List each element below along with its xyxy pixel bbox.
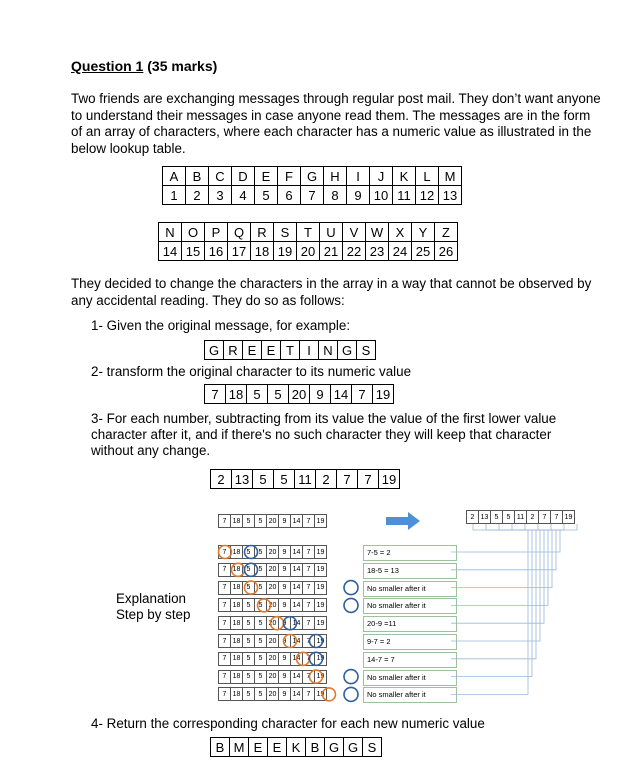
result-value-cell: 7 xyxy=(358,470,379,489)
diagram-value-cell: 14 xyxy=(291,652,303,665)
result-letter-cell: K xyxy=(287,738,306,757)
diagram-value-cell: 18 xyxy=(231,515,243,528)
result-letter-cell: B xyxy=(306,738,325,757)
diagram-value-cell: 18 xyxy=(231,599,243,612)
question-title: Question 1 xyxy=(71,58,144,74)
diagram-value-cell: 20 xyxy=(267,617,279,630)
diagram-value-cell: 7 xyxy=(219,515,231,528)
step-1-number: 1- xyxy=(91,318,103,333)
diagram-value-cell: 20 xyxy=(267,599,279,612)
numeric-value-cell: 14 xyxy=(331,385,352,404)
diagram-value-cell: 19 xyxy=(315,546,327,559)
diagram-value-cell: 14 xyxy=(291,688,303,701)
diagram-value-cell: 5 xyxy=(255,546,267,559)
diagram-value-cell: 5 xyxy=(255,635,267,648)
diagram-value-cell: 14 xyxy=(291,515,303,528)
step-4 xyxy=(91,716,485,732)
lookup-letter-cell: Y xyxy=(412,223,435,242)
diagram-value-cell: 9 xyxy=(279,581,291,594)
lookup-number-cell: 21 xyxy=(320,242,343,261)
connector-line xyxy=(451,524,551,659)
diagram-value-cell: 7 xyxy=(219,617,231,630)
diagram-value-cell: 14 xyxy=(291,563,303,576)
lookup-number-cell: 16 xyxy=(205,242,228,261)
lookup-letter-cell: N xyxy=(159,223,182,242)
numeric-value-cell: 7 xyxy=(205,385,226,404)
numeric-value-cell: 5 xyxy=(268,385,289,404)
result-letter-cell: B xyxy=(211,738,230,757)
connector-line xyxy=(451,524,544,623)
diagram-value-cell: 18 xyxy=(231,563,243,576)
diagram-value-cell: 18 xyxy=(231,635,243,648)
diagram-value-cell: 5 xyxy=(243,546,255,559)
lookup-letter-cell: C xyxy=(209,167,232,186)
diagram-value-cell: 7 xyxy=(303,617,315,630)
lookup-number-cell: 24 xyxy=(389,242,412,261)
diagram-value-cell: 9 xyxy=(279,546,291,559)
result-letter-cell: E xyxy=(268,738,287,757)
orange-highlight-circle xyxy=(323,688,336,701)
diagram-value-cell: 9 xyxy=(279,563,291,576)
blue-highlight-circle xyxy=(344,687,358,701)
lookup-letter-cell: I xyxy=(347,167,370,186)
diagram-value-cell: 5 xyxy=(255,617,267,630)
result-value-cell: 5 xyxy=(274,470,295,489)
diagram-value-cell: 5 xyxy=(243,599,255,612)
diagram-value-cell: 14 xyxy=(291,617,303,630)
connector-line xyxy=(451,524,577,694)
diagram-value-cell: 5 xyxy=(255,515,267,528)
lookup-number-cell: 19 xyxy=(274,242,297,261)
diagram-value-cell: 7 xyxy=(219,599,231,612)
diagram-result-cell: 5 xyxy=(503,511,515,524)
lookup-number-cell: 15 xyxy=(182,242,205,261)
diagram-step-note: 9-7 = 2 xyxy=(363,634,457,650)
diagram-value-cell: 19 xyxy=(315,599,327,612)
blue-highlight-circle xyxy=(310,635,323,648)
diagram-value-cell: 7 xyxy=(303,563,315,576)
lookup-number-cell: 2 xyxy=(186,186,209,205)
diagram-value-cell: 9 xyxy=(279,688,291,701)
lookup-number-cell: 22 xyxy=(343,242,366,261)
connector-line xyxy=(451,524,548,605)
lookup-letter-cell: R xyxy=(251,223,274,242)
diagram-value-cell: 20 xyxy=(267,635,279,648)
result-letter-cell: G xyxy=(325,738,344,757)
diagram-value-cell: 18 xyxy=(231,670,243,683)
diagram-value-cell: 19 xyxy=(315,652,327,665)
lookup-number-cell: 3 xyxy=(209,186,232,205)
message-char-cell: E xyxy=(243,341,262,360)
blue-highlight-circle xyxy=(284,617,297,630)
lookup-number-cell: 1 xyxy=(163,186,186,205)
step-3-number: 3- xyxy=(91,411,103,426)
diagram-value-cell: 9 xyxy=(279,652,291,665)
diagram-value-cell: 19 xyxy=(315,617,327,630)
diagram-step-note: No smaller after it xyxy=(363,687,457,703)
orange-highlight-circle xyxy=(271,617,284,630)
diagram-value-cell: 19 xyxy=(315,635,327,648)
lookup-letter-cell: P xyxy=(205,223,228,242)
lookup-number-cell: 18 xyxy=(251,242,274,261)
lookup-number-cell: 26 xyxy=(435,242,458,261)
lookup-letter-cell: J xyxy=(370,167,393,186)
lookup-number-cell: 12 xyxy=(416,186,439,205)
lookup-letter-cell: F xyxy=(278,167,301,186)
diagram-value-cell: 20 xyxy=(267,652,279,665)
diagram-value-cell: 9 xyxy=(279,515,291,528)
lookup-number-cell: 20 xyxy=(297,242,320,261)
diagram-value-cell: 5 xyxy=(243,617,255,630)
diagram-value-cell: 7 xyxy=(219,546,231,559)
diagram-result-cell: 7 xyxy=(551,511,563,524)
diagram-value-cell: 14 xyxy=(291,599,303,612)
step-4-number: 4- xyxy=(91,716,103,731)
diagram-value-cell: 5 xyxy=(255,688,267,701)
message-char-cell: N xyxy=(319,341,338,360)
diagram-value-cell: 7 xyxy=(219,581,231,594)
diagram-value-cell: 18 xyxy=(231,546,243,559)
orange-highlight-circle xyxy=(297,652,310,665)
diagram-step-note: 7-5 = 2 xyxy=(363,545,457,561)
diagram-value-cell: 18 xyxy=(231,617,243,630)
diagram-value-cell: 7 xyxy=(303,581,315,594)
diagram-value-cell: 20 xyxy=(267,515,279,528)
diagram-result-cell: 19 xyxy=(563,511,575,524)
message-char-cell: T xyxy=(281,341,300,360)
diagram-result-cell: 7 xyxy=(539,511,551,524)
blue-highlight-circle xyxy=(245,563,258,576)
lookup-letter-cell: G xyxy=(301,167,324,186)
lookup-letter-cell: T xyxy=(297,223,320,242)
diagram-value-cell: 14 xyxy=(291,546,303,559)
diagram-step-note: 14-7 = 7 xyxy=(363,652,457,668)
result-letter-cell: M xyxy=(230,738,249,757)
result-value-cell: 13 xyxy=(232,470,253,489)
lookup-letter-cell: M xyxy=(439,167,462,186)
diagram-value-cell: 9 xyxy=(279,635,291,648)
diagram-value-cell: 7 xyxy=(303,546,315,559)
diagram-value-cell: 7 xyxy=(303,635,315,648)
result-letter-cell: S xyxy=(363,738,382,757)
diagram-result-cell: 2 xyxy=(467,511,479,524)
intro-paragraph: Two friends are exchanging messages through regular post mail. They don’t want anyone to understand their messages in case anyone read them. The messages are in the form of an array of characters, where each character has a numeric value as illustrated in the below lookup table. xyxy=(71,91,601,156)
message-char-cell: S xyxy=(357,341,376,360)
diagram-value-cell: 5 xyxy=(243,563,255,576)
result-value-cell: 7 xyxy=(337,470,358,489)
numeric-value-cell: 5 xyxy=(247,385,268,404)
diagram-result-cell: 11 xyxy=(515,511,527,524)
diagram-step-note: 18-5 = 13 xyxy=(363,563,457,579)
method-intro: They decided to change the characters in the array in a way that cannot be observed by any accidental reading. They do so as follows: xyxy=(71,276,592,308)
diagram-value-cell: 20 xyxy=(267,581,279,594)
lookup-number-cell: 14 xyxy=(159,242,182,261)
diagram-value-cell: 5 xyxy=(255,670,267,683)
connector-line xyxy=(451,524,552,588)
orange-highlight-circle xyxy=(284,635,297,648)
diagram-value-cell: 7 xyxy=(219,563,231,576)
diagram-value-cell: 20 xyxy=(267,670,279,683)
lookup-letter-cell: Z xyxy=(435,223,458,242)
diagram-value-cell: 19 xyxy=(315,515,327,528)
step-2-number: 2- xyxy=(91,364,103,379)
diagram-value-cell: 14 xyxy=(291,581,303,594)
lookup-number-cell: 10 xyxy=(370,186,393,205)
lookup-letter-cell: W xyxy=(366,223,389,242)
diagram-value-cell: 7 xyxy=(219,652,231,665)
lookup-number-cell: 4 xyxy=(232,186,255,205)
orange-highlight-circle xyxy=(258,599,271,612)
message-char-cell: I xyxy=(300,341,319,360)
diagram-value-cell: 19 xyxy=(315,563,327,576)
diagram-value-cell: 7 xyxy=(303,599,315,612)
diagram-value-cell: 7 xyxy=(303,670,315,683)
diagram-value-cell: 19 xyxy=(315,688,327,701)
result-value-cell: 2 xyxy=(211,470,232,489)
step-3-text: For each number, subtracting from its value the value of the first lower value character after it, and if there's no such character they will keep that character without any change. xyxy=(91,411,557,458)
message-char-cell: G xyxy=(205,341,224,360)
orange-highlight-circle xyxy=(245,581,258,594)
diagram-result-cell: 2 xyxy=(527,511,539,524)
diagram-value-cell: 5 xyxy=(243,670,255,683)
message-char-cell: G xyxy=(338,341,357,360)
lookup-letter-cell: K xyxy=(393,167,416,186)
step-4-text: Return the corresponding character for each new numeric value xyxy=(106,716,485,731)
orange-highlight-circle xyxy=(310,670,323,683)
diagram-value-cell: 7 xyxy=(303,688,315,701)
diagram-value-cell: 9 xyxy=(279,599,291,612)
diagram-value-cell: 5 xyxy=(255,581,267,594)
diagram-value-cell: 5 xyxy=(243,688,255,701)
blue-highlight-circle xyxy=(344,598,358,612)
diagram-value-cell: 5 xyxy=(243,635,255,648)
diagram-value-cell: 9 xyxy=(279,617,291,630)
diagram-step-note: 20-9 =11 xyxy=(363,616,457,632)
lookup-number-cell: 11 xyxy=(393,186,416,205)
diagram-value-cell: 14 xyxy=(291,635,303,648)
diagram-value-cell: 7 xyxy=(303,652,315,665)
diagram-value-cell: 18 xyxy=(231,688,243,701)
diagram-value-cell: 7 xyxy=(219,688,231,701)
diagram-value-cell: 18 xyxy=(231,652,243,665)
step-1-text: Given the original message, for example: xyxy=(106,318,351,333)
step-2-text: transform the original character to its numeric value xyxy=(106,364,412,379)
diagram-value-cell: 7 xyxy=(303,515,315,528)
lookup-number-cell: 9 xyxy=(347,186,370,205)
diagram-value-cell: 20 xyxy=(267,563,279,576)
connector-line xyxy=(451,524,564,677)
lookup-letter-cell: A xyxy=(163,167,186,186)
message-char-cell: R xyxy=(224,341,243,360)
result-letter-cell: E xyxy=(249,738,268,757)
diagram-value-cell: 7 xyxy=(219,670,231,683)
lookup-letter-cell: L xyxy=(416,167,439,186)
diagram-value-cell: 19 xyxy=(315,670,327,683)
diagram-value-cell: 18 xyxy=(231,581,243,594)
lookup-letter-cell: O xyxy=(182,223,205,242)
lookup-number-cell: 25 xyxy=(412,242,435,261)
diagram-value-cell: 5 xyxy=(255,652,267,665)
diagram-value-cell: 5 xyxy=(255,599,267,612)
numeric-value-cell: 20 xyxy=(289,385,310,404)
lookup-letter-cell: X xyxy=(389,223,412,242)
diagram-value-cell: 5 xyxy=(243,581,255,594)
blue-highlight-circle xyxy=(310,652,323,665)
lookup-number-cell: 13 xyxy=(439,186,462,205)
diagram-value-cell: 20 xyxy=(267,688,279,701)
diagram-step-note: No smaller after it xyxy=(363,598,457,614)
result-letter-array xyxy=(210,737,382,757)
result-letter-cell: G xyxy=(344,738,363,757)
diagram-result-cell: 5 xyxy=(491,511,503,524)
diagram-value-cell: 14 xyxy=(291,670,303,683)
diagram-value-cell: 7 xyxy=(219,635,231,648)
diagram-step-note: No smaller after it xyxy=(363,581,457,597)
lookup-number-cell: 17 xyxy=(228,242,251,261)
numeric-value-cell: 19 xyxy=(373,385,394,404)
result-value-cell: 2 xyxy=(316,470,337,489)
lookup-letter-cell: S xyxy=(274,223,297,242)
diagram-value-cell: 9 xyxy=(279,670,291,683)
lookup-letter-cell: B xyxy=(186,167,209,186)
lookup-letter-cell: D xyxy=(232,167,255,186)
diagram-value-cell: 5 xyxy=(255,563,267,576)
result-value-cell: 11 xyxy=(295,470,316,489)
lookup-number-cell: 6 xyxy=(278,186,301,205)
blue-highlight-circle xyxy=(344,581,358,595)
numeric-value-cell: 18 xyxy=(226,385,247,404)
result-value-cell: 19 xyxy=(379,470,400,489)
lookup-letter-cell: E xyxy=(255,167,278,186)
orange-highlight-circle xyxy=(232,563,245,576)
numeric-value-cell: 9 xyxy=(310,385,331,404)
diagram-value-cell: 19 xyxy=(315,581,327,594)
lookup-letter-cell: Q xyxy=(228,223,251,242)
lookup-letter-cell: H xyxy=(324,167,347,186)
blue-highlight-circle xyxy=(245,546,258,559)
diagram-step-note: No smaller after it xyxy=(363,670,457,686)
diagram-value-cell: 5 xyxy=(243,515,255,528)
orange-highlight-circle xyxy=(219,546,232,559)
lookup-letter-cell: U xyxy=(320,223,343,242)
lookup-number-cell: 5 xyxy=(255,186,278,205)
question-marks: (35 marks) xyxy=(147,58,218,74)
diagram-result-cell: 13 xyxy=(479,511,491,524)
diagram-value-cell: 20 xyxy=(267,546,279,559)
explanation-label-line2: Step by step xyxy=(116,607,191,622)
blue-highlight-circle xyxy=(344,670,358,684)
lookup-number-cell: 23 xyxy=(366,242,389,261)
result-value-cell: 5 xyxy=(253,470,274,489)
diagram-value-cell: 5 xyxy=(243,652,255,665)
lookup-number-cell: 7 xyxy=(301,186,324,205)
explanation-label-line1: Explanation xyxy=(116,591,186,606)
numeric-value-cell: 7 xyxy=(352,385,373,404)
lookup-letter-cell: V xyxy=(343,223,366,242)
lookup-number-cell: 8 xyxy=(324,186,347,205)
message-char-cell: E xyxy=(262,341,281,360)
